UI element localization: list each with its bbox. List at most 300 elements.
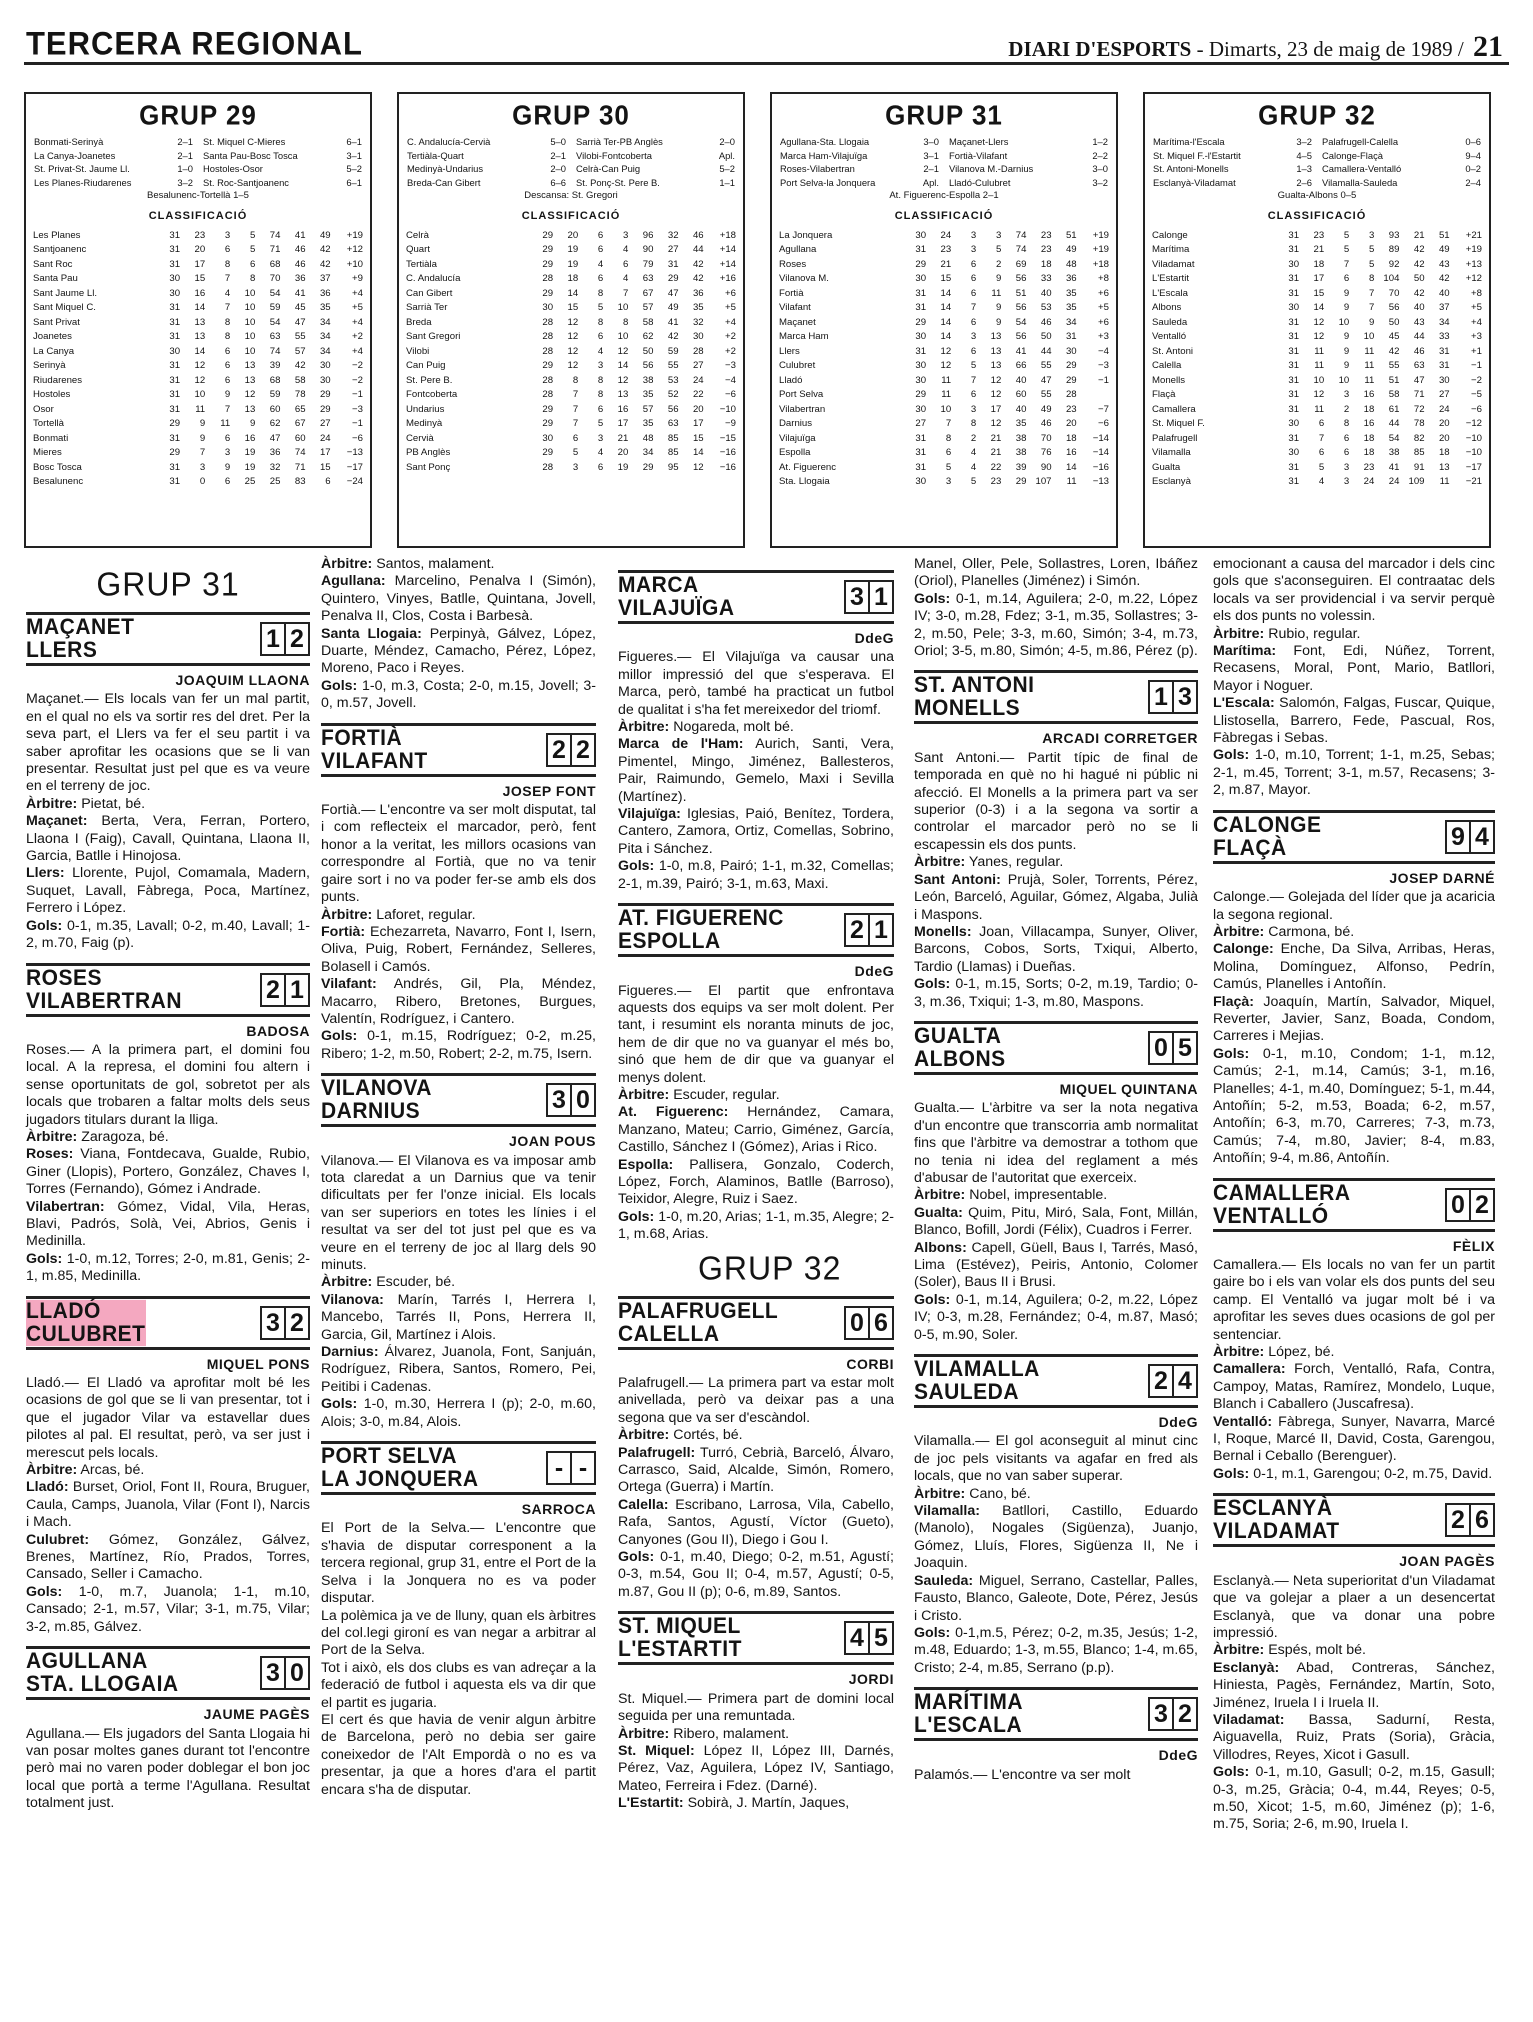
standings-row (33, 286, 363, 301)
field-label: Gols: (618, 858, 655, 875)
stat-cell: 9 (1343, 331, 1350, 343)
field-text: Yanes, regular. (965, 854, 1064, 871)
field-text: Rubio, regular. (1264, 625, 1361, 642)
match-header (618, 1296, 894, 1350)
stat-cell: 29 (915, 389, 927, 401)
team-names (914, 1025, 1006, 1071)
stat-cell: 47 (269, 432, 281, 444)
stat-cell: 31 (1288, 432, 1300, 444)
result-row (407, 135, 566, 149)
stat-cell: 31 (1288, 345, 1300, 357)
stat-cell: −2 (352, 360, 363, 372)
report-paragraph (321, 1344, 596, 1396)
match-score: 3–2 (1296, 136, 1312, 147)
stat-cell: 35 (319, 302, 331, 314)
field-label: Albons: (914, 1239, 967, 1256)
home-team: ESCLANYÀ (1213, 1496, 1333, 1521)
stat-cell: 21 (617, 432, 629, 444)
stat-cell: 17 (1313, 273, 1325, 285)
team-name: St. Pere B. (406, 374, 453, 386)
stat-cell: 5 (996, 244, 1002, 256)
home-team: AT. FIGUERENC (618, 905, 784, 931)
field-text: Echezarreta, Navarro, Font I, Isern, Oliva, Puig, Robert, Fernández, Selleres, Bolasell i Camós. (321, 923, 596, 975)
result-extra: Besalunenc-Tortellà 1–5 (147, 190, 249, 201)
reporter-name: MIQUEL PONS (206, 1355, 310, 1372)
standings-row (779, 373, 1109, 388)
match-name: Marítima-l'Escala (1153, 136, 1225, 147)
field-text: López, bé. (1264, 1344, 1335, 1361)
stat-cell: +12 (346, 244, 363, 256)
report-paragraph (26, 1532, 310, 1584)
team-name: Can Puig (406, 360, 446, 372)
stat-cell: 5 (250, 229, 256, 241)
field-label: Camallera: (1213, 1361, 1286, 1378)
stat-cell: 4 (597, 258, 604, 270)
team-name: PB Anglès (406, 447, 451, 459)
team-names (914, 1691, 1023, 1737)
match-name: Medinyà-Undarius (407, 163, 484, 174)
match-name: Lladó-Culubret (949, 176, 1011, 188)
result-row (203, 135, 362, 149)
home-score: 3 (266, 1659, 280, 1688)
stat-cell: 31 (1288, 244, 1300, 256)
standings-row (779, 402, 1109, 417)
stat-cell: 48 (1065, 258, 1077, 270)
stat-cell: 44 (1413, 331, 1425, 343)
stat-cell: 53 (667, 374, 679, 386)
stat-cell: +4 (725, 316, 736, 328)
report-paragraph (914, 591, 1198, 661)
report-text: St. Miquel.— Primera part de domini local seguida per una remuntada. (618, 1690, 894, 1725)
stat-cell: 39 (1015, 461, 1027, 473)
stat-cell: 67 (642, 287, 654, 299)
stat-cell: 16 (1363, 418, 1375, 430)
team-name: Fortià (779, 287, 804, 299)
stat-cell: 60 (269, 403, 281, 415)
match-score: 9–4 (1465, 149, 1481, 161)
stat-cell: 38 (1388, 447, 1400, 459)
stat-cell: −16 (719, 461, 736, 473)
standings-row (1152, 344, 1482, 359)
stat-cell: 23 (194, 229, 206, 241)
team-name: Les Planes (33, 229, 81, 241)
match-score: 5–2 (719, 163, 735, 174)
report-text: Maçanet.— Els locals van fer un mal partit, en el qual no els va sortir res del dret. Per la seva part, el Llers va fer el seu partit i va saber aprofitar les ocasions que se li van presentar. Resultat just pel que es va veure en el terreny de joc. (26, 691, 310, 795)
report-paragraph (1213, 1466, 1495, 1483)
stat-cell: 30 (915, 331, 927, 343)
stat-cell: 20 (692, 403, 704, 415)
stat-cell: 71 (269, 244, 281, 256)
stat-cell: 7 (623, 287, 629, 299)
stat-cell: 31 (915, 287, 927, 299)
stat-cell: 6 (970, 258, 977, 270)
report-paragraph (914, 924, 1198, 976)
standings-table (406, 228, 736, 475)
stat-cell: 33 (1438, 331, 1450, 343)
report-paragraph (618, 719, 894, 736)
stat-cell: 12 (940, 345, 952, 357)
stat-cell: 13 (990, 345, 1002, 357)
stat-cell: +14 (719, 244, 736, 256)
stat-cell: 8 (1369, 273, 1375, 285)
report-paragraph (1213, 747, 1495, 799)
away-score: 1 (868, 915, 892, 945)
field-label: Monells: (914, 923, 972, 940)
stat-cell: 16 (617, 403, 629, 415)
stat-cell: −1 (1471, 360, 1482, 372)
match-report (26, 1296, 310, 1637)
report-paragraph (321, 924, 596, 976)
reporter-name: JORDI (848, 1671, 894, 1688)
field-text: Sobirà, J. Martín, Jaques, (683, 1795, 850, 1812)
results-column (780, 135, 939, 189)
stat-cell: 25 (244, 476, 256, 488)
team-name: Marítima (1152, 244, 1190, 256)
stat-cell: 7 (1369, 287, 1375, 299)
stat-cell: 39 (269, 360, 281, 372)
stat-cell: 5 (250, 244, 256, 256)
stat-cell: 20 (194, 244, 206, 256)
stat-cell: 76 (1040, 447, 1052, 459)
stat-cell: 52 (667, 389, 679, 401)
team-name: Vilabertran (779, 403, 826, 415)
match-header (914, 1354, 1198, 1408)
scoreboard (1445, 1503, 1495, 1537)
field-label: Àrbitre: (321, 906, 373, 923)
stat-cell: 6 (597, 403, 604, 415)
stat-cell: 32 (692, 316, 704, 328)
stat-cell: 13 (1438, 461, 1450, 473)
report-paragraph (26, 1199, 310, 1251)
stat-cell: 42 (319, 258, 331, 270)
stat-cell: 38 (642, 374, 654, 386)
stat-cell: 17 (617, 418, 629, 430)
team-name: Hostoles (33, 389, 71, 401)
stat-cell: 2 (970, 432, 977, 444)
report-paragraph (26, 1462, 310, 1479)
stat-cell: 3 (224, 447, 231, 459)
team-name: Joanetes (33, 331, 72, 343)
report-paragraph (618, 806, 894, 858)
field-text: 1-0, m.30, Herrera I (p); 2-0, m.60, Alois; 3-0, m.84, Alois. (321, 1396, 596, 1430)
team-names (26, 966, 182, 1012)
match-score: 6–1 (346, 176, 362, 188)
stat-cell: −1 (1098, 374, 1109, 386)
report-paragraph (914, 1100, 1198, 1187)
stat-cell: 57 (642, 302, 654, 314)
stat-cell: 56 (667, 403, 679, 415)
stat-cell: 13 (194, 331, 206, 343)
match-report (618, 1611, 894, 1812)
match-score: 2–1 (177, 136, 193, 147)
away-team: LA JONQUERA (321, 1467, 479, 1492)
stat-cell: 18 (1313, 258, 1325, 270)
team-name: Vilafant (779, 302, 811, 314)
stat-cell: 31 (915, 432, 927, 444)
away-team: VILABERTRAN (26, 988, 182, 1013)
report-paragraph (321, 802, 596, 906)
stat-cell: 4 (970, 447, 977, 459)
stat-cell: 42 (692, 258, 704, 270)
stat-cell: 51 (1388, 374, 1400, 386)
field-text: Quim, Pitu, Miró, Sala, Font, Millán, Blanco, Bofill, Jordi (Félix), Cuadros i Ferrer. (914, 1204, 1198, 1239)
stat-cell: 5 (1318, 461, 1325, 473)
field-label: Àrbitre: (618, 719, 670, 736)
stat-cell: 62 (642, 331, 654, 343)
team-name: Sant Privat (33, 316, 80, 328)
report-paragraph (1213, 1414, 1495, 1466)
team-name: Vilamalla (1152, 447, 1191, 459)
result-row (407, 162, 566, 176)
scoreboard (546, 1083, 596, 1117)
stat-cell: 30 (319, 360, 331, 372)
match-score: 3–1 (923, 149, 939, 161)
stat-cell: +5 (352, 302, 363, 314)
stat-cell: 10 (940, 403, 952, 415)
away-team: LLERS (26, 637, 98, 663)
match-score: 6–1 (346, 136, 362, 147)
result-row (576, 162, 735, 176)
stat-cell: 6 (224, 476, 231, 488)
stat-cell: 51 (1015, 287, 1027, 299)
away-team: VILADAMAT (1213, 1519, 1340, 1544)
standings-row (1152, 301, 1482, 316)
report-paragraph (321, 1712, 596, 1799)
stat-cell: 6 (1343, 447, 1350, 459)
team-name: Vilobi (406, 345, 430, 357)
report-paragraph (1213, 889, 1495, 924)
stat-cell: −24 (346, 476, 363, 488)
report-paragraph (914, 1292, 1198, 1344)
stat-cell: 12 (194, 374, 206, 386)
stat-cell: 60 (1015, 389, 1027, 401)
result-row (1322, 135, 1481, 149)
stat-cell: 31 (1288, 316, 1300, 328)
match-score: 0–6 (1465, 136, 1481, 147)
team-name: Santjoanenc (33, 244, 87, 256)
standings-row (779, 460, 1109, 475)
stat-cell: 46 (1040, 418, 1052, 430)
report-text: Vilamalla.— El gol aconseguit al minut cinc de joc pels visitants va agafar en fred als locals, que no van saber superar. (914, 1433, 1198, 1485)
match-name: Sarrià Ter-PB Anglès (576, 136, 663, 147)
stat-cell: +19 (1092, 244, 1109, 256)
report-paragraph (1213, 994, 1495, 1046)
stat-cell: 17 (692, 418, 704, 430)
home-team: LLADÓ (26, 1298, 101, 1323)
group-box (24, 92, 372, 548)
report-text: emocionant a causa del marcador i dels cinc gols que s'aconseguiren. El contraatac dels locals va ser providencial i va servir perquè els dos punts no volessin. (1213, 556, 1495, 625)
stat-cell: 30 (542, 432, 554, 444)
match-score: 2–1 (550, 149, 566, 161)
stat-cell: 56 (1015, 331, 1027, 343)
field-label: Marca de l'Ham: (618, 736, 744, 753)
report-text: Camallera.— Els locals no van fer un partit gaire bo i els van volar els dos punts del seu camp. El Ventalló va jugar molt bé i va aprofitar les seves dues ocasions de gol per sentenciar. (1213, 1257, 1495, 1343)
team-name: Sauleda (1152, 316, 1188, 328)
stat-cell: 7 (224, 403, 231, 415)
scoreboard (1148, 1031, 1198, 1065)
standings-row (1152, 431, 1482, 446)
stat-cell: 15 (567, 302, 579, 314)
field-text: 0-1, m.15, Sorts; 0-2, m.19, Tardio; 0-3, m.36, Txiqui; 1-3, m.80, Maspons. (914, 976, 1198, 1010)
team-name: C. Andalucía (406, 273, 461, 285)
stat-cell: 14 (940, 302, 952, 314)
report-paragraph (618, 1726, 894, 1743)
team-names (1213, 1497, 1340, 1543)
stat-cell: 36 (269, 447, 281, 459)
stat-cell: 85 (667, 447, 679, 459)
stat-cell: 8 (224, 331, 231, 343)
away-score: 5 (868, 1623, 892, 1653)
field-text: 0-1, m.15, Rodríguez; 0-2, m.25, Ribero; 1-2, m.50, Robert; 2-2, m.75, Isern. (321, 1028, 596, 1062)
field-text: Capell, Güell, Baus I, Tarrés, Masó, Lima (Estévez), Peiris, Antonio, Colomer (Soler), Baus II i Brusi. (914, 1239, 1198, 1291)
field-label: Flaçà: (1213, 993, 1255, 1010)
header-rule (24, 62, 1509, 65)
field-label: Gols: (321, 1396, 358, 1413)
stat-cell: +8 (1098, 273, 1109, 285)
stat-cell: 8 (597, 287, 604, 299)
reporter-name: JOAN POUS (509, 1133, 596, 1150)
match-name: St. Antoni-Monells (1153, 163, 1229, 174)
stat-cell: 29 (542, 403, 554, 415)
stat-cell: 6 (224, 244, 231, 256)
report-paragraph (618, 1497, 894, 1549)
stat-cell: +2 (352, 331, 363, 343)
standings-row (779, 359, 1109, 374)
stat-cell: +18 (719, 229, 736, 241)
stat-cell: 16 (1363, 389, 1375, 401)
standings-row (406, 402, 736, 417)
stat-cell: 11 (941, 389, 952, 401)
match-report (321, 1073, 596, 1431)
match-name: St. Miquel C-Mieres (203, 136, 286, 147)
standings-row (33, 359, 363, 374)
stat-cell: 57 (294, 345, 306, 357)
field-label: Àrbitre: (914, 1187, 966, 1204)
stat-cell: 20 (617, 447, 629, 459)
report-text: Sant Antoni.— Partit típic de final de temporada en què no hi hagué ni públic ni afecció. El Monells a la primera part va ser superior (0-3) i a la segona va sortir a controlar el marcador però no se li escapessin els dos punts. (914, 749, 1198, 853)
stat-cell: +4 (352, 287, 363, 299)
away-score: 2 (284, 1308, 308, 1338)
stat-cell: 40 (1015, 403, 1027, 415)
team-name: Vilanova M. (779, 273, 829, 285)
standings-row (33, 431, 363, 446)
field-label: Espolla: (618, 1156, 674, 1173)
team-name: Tortellà (33, 418, 64, 430)
stat-cell: 11 (991, 287, 1002, 299)
stat-cell: 41 (294, 229, 306, 241)
team-name: Albons (1152, 302, 1182, 314)
stat-cell: −17 (1465, 461, 1482, 473)
standings-row (1152, 388, 1482, 403)
report-text: Figueres.— El Vilajuïga va causar una millor impressió del que s'esperava. El Marca, però, també ha practicat un futbol de qualitat i s'ha fet mereixedor del triomf. (618, 649, 894, 718)
stat-cell: +18 (1092, 258, 1109, 270)
team-name: St. Miquel F. (1152, 418, 1205, 430)
stat-cell: 6 (572, 432, 579, 444)
match-score: 3–2 (177, 176, 193, 188)
field-text: Pietat, bé. (77, 795, 146, 812)
stat-cell: 36 (294, 273, 306, 285)
field-label: Àrbitre: (26, 1128, 78, 1145)
result-row (780, 135, 939, 149)
report-paragraph (26, 1146, 310, 1198)
field-text: Santos, malament. (372, 556, 495, 572)
report-paragraph (618, 1157, 894, 1209)
team-name: Tertiàla (406, 258, 437, 270)
match-name: Tertiàla-Quart (407, 149, 464, 161)
stat-cell: 55 (1388, 360, 1400, 372)
result-row (203, 149, 362, 163)
team-name: Espolla (779, 447, 811, 459)
field-label: Gols: (618, 1208, 655, 1225)
stat-cell: 24 (319, 432, 331, 444)
stat-cell: 90 (642, 244, 654, 256)
field-label: Gols: (26, 917, 63, 934)
team-name: Fontcoberta (406, 389, 458, 401)
field-label: Palafrugell: (618, 1444, 696, 1461)
away-score: 2 (1469, 1190, 1493, 1220)
stat-cell: +6 (1098, 287, 1109, 299)
report-paragraph (321, 1660, 596, 1712)
stat-cell: 7 (945, 418, 952, 430)
stat-cell: 6 (597, 244, 604, 256)
group-title: GRUP 32 (1258, 99, 1376, 131)
stat-cell: 4 (1318, 476, 1325, 488)
scoreboard (260, 622, 310, 656)
stat-cell: 15 (1313, 287, 1325, 299)
report-paragraph (1213, 1764, 1495, 1834)
stat-cell: 59 (667, 345, 679, 357)
standings-row (1152, 475, 1482, 490)
match-report (26, 963, 310, 1286)
field-label: L'Escala: (1213, 695, 1275, 712)
stat-cell: 7 (970, 374, 977, 386)
stat-cell: 24 (1363, 476, 1375, 488)
stat-cell: 3 (224, 229, 231, 241)
standings-row (406, 460, 736, 475)
field-label: Vilafant: (321, 976, 377, 993)
team-name: Viladamat (1152, 258, 1195, 270)
team-name: Monells (1152, 374, 1186, 386)
report-paragraph (914, 1187, 1198, 1204)
stat-cell: 46 (1040, 316, 1052, 328)
stat-cell: −2 (1471, 374, 1482, 386)
home-team: VILANOVA (321, 1076, 432, 1101)
stat-cell: 13 (990, 331, 1002, 343)
report-paragraph (618, 1375, 894, 1427)
field-label: Vilajuïga: (618, 806, 681, 823)
stat-cell: 12 (567, 316, 579, 328)
stat-cell: 24 (692, 374, 704, 386)
stat-cell: 30 (169, 273, 181, 285)
report-paragraph (618, 1795, 894, 1812)
stat-cell: 7 (572, 389, 579, 401)
away-score: 3 (1172, 682, 1196, 712)
report-paragraph (1213, 556, 1495, 626)
stat-cell: 12 (990, 389, 1002, 401)
stat-cell: 14 (617, 360, 629, 372)
standings-heading: CLASSIFICACIÓ (521, 210, 621, 222)
stat-cell: 12 (567, 345, 579, 357)
stat-cell: 3 (970, 331, 977, 343)
stat-cell: 30 (1065, 345, 1077, 357)
standings-row (406, 315, 736, 330)
stat-cell: 5 (1343, 244, 1350, 256)
results-block (1145, 131, 1489, 189)
standings-row (779, 417, 1109, 432)
match-header (26, 1296, 310, 1350)
team-name: Bosc Tosca (33, 461, 82, 473)
home-team: ROSES (26, 965, 103, 990)
